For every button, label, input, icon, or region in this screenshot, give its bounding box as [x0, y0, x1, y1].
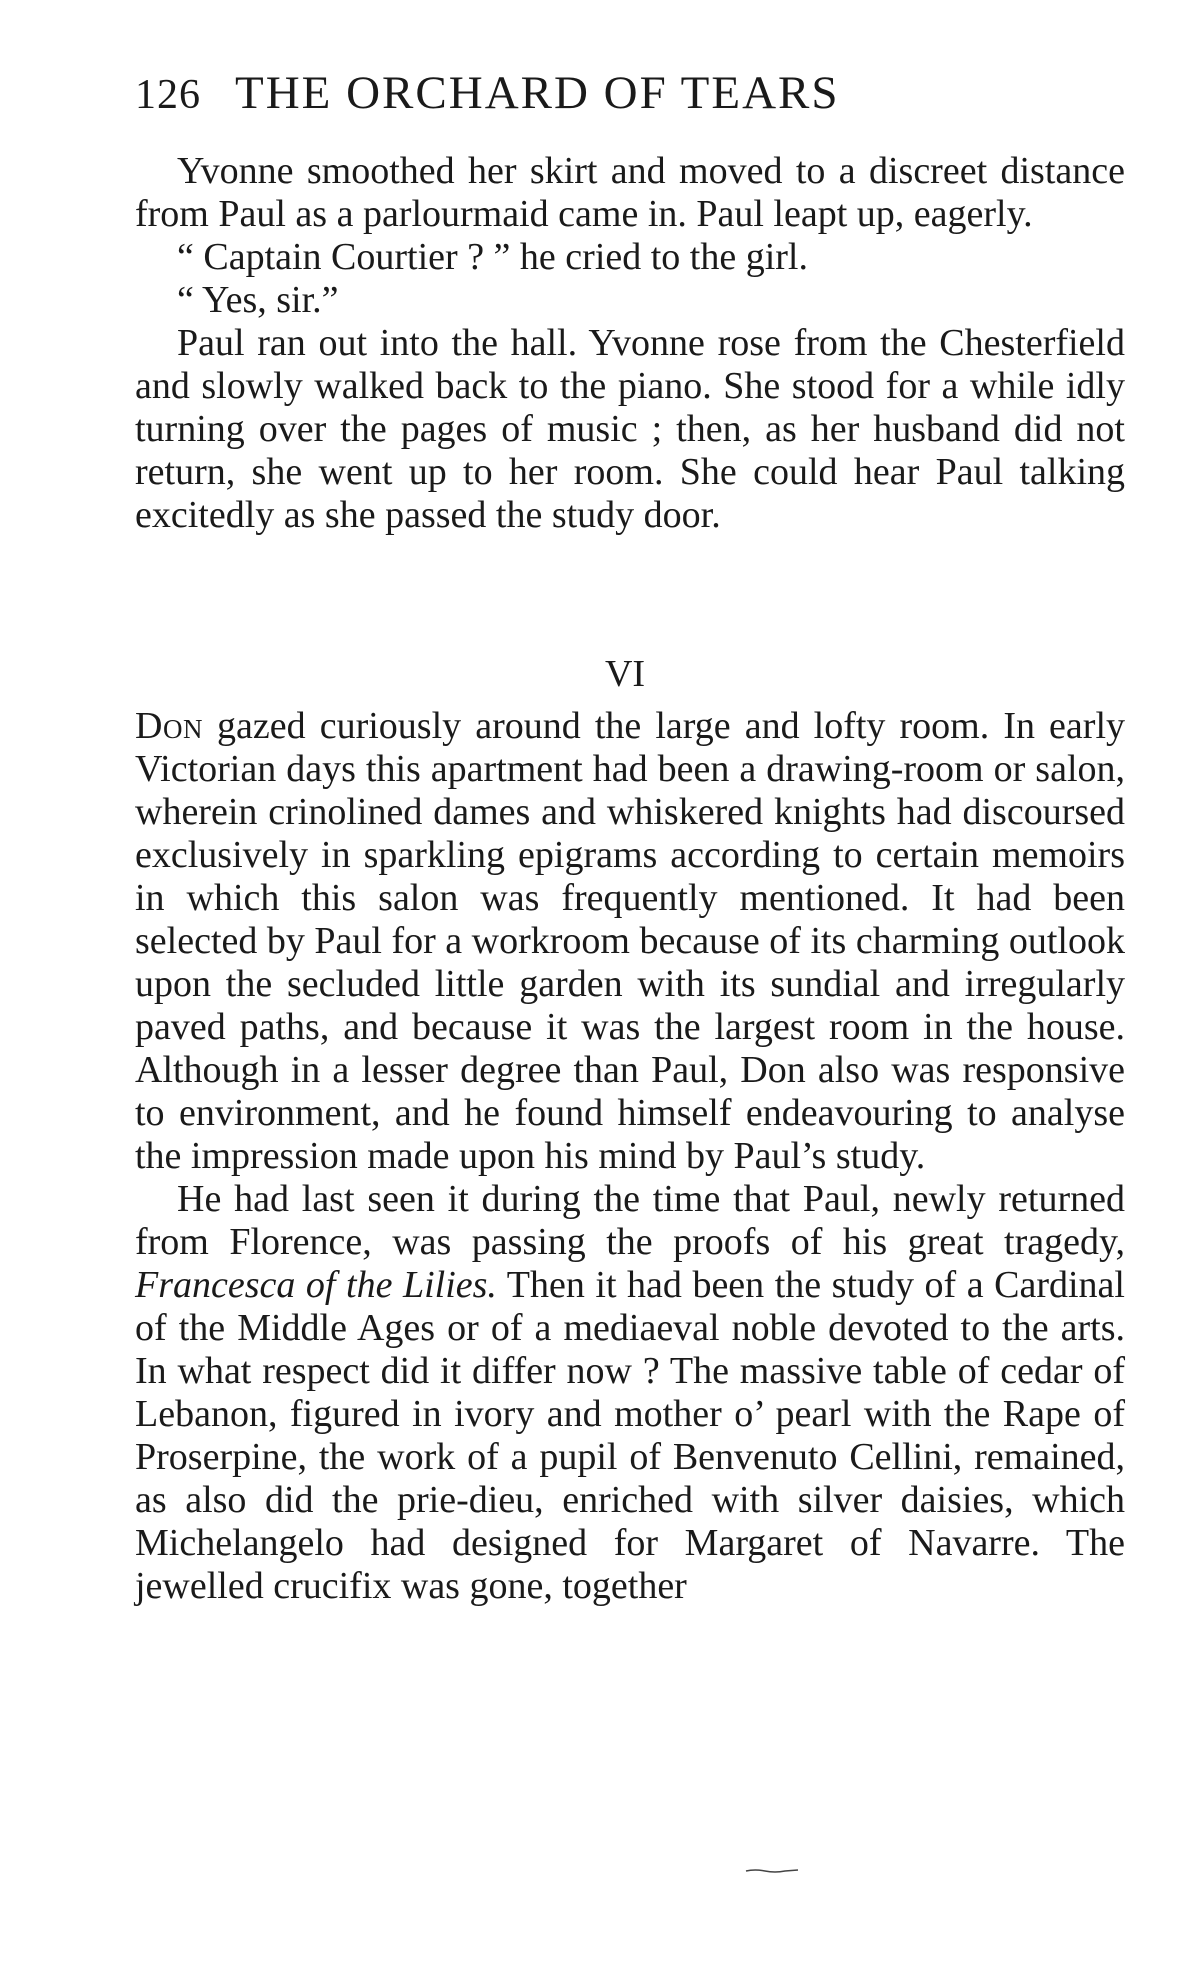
paragraph-text: gazed curiously around the large and lofty room. In early Victorian days this apartment had been a drawing-room or salon, wherein crinolined dames and whiskered knights had discoursed exclusively in sparkling epigrams according to certain memoirs in which this salon was frequently mentioned. It had been selected by Paul for a workroom because of its charming outlook upon the secluded little garden with its sundial and irregularly paved paths, and because it was the largest room in the house. Although in a lesser degree than Paul, Don also was responsive to environment, and he found himself endeavouring to analyse the impression made upon his mind by Paul’s study. — [135, 705, 1125, 1177]
running-title: THE ORCHARD OF TEARS — [235, 67, 840, 119]
paragraph: Paul ran out into the hall. Yvonne rose from the Chesterfield and slowly walked back to the piano. She stood for a while idly turning over the pages of music ; then, as her husband did not return, she went up to her room. She could hear Paul talking excitedly as she passed the study door. — [135, 322, 1125, 536]
paragraph: “ Captain Courtier ? ” he cried to the girl. — [177, 236, 808, 278]
text-block-lower — [135, 705, 1125, 1608]
running-header — [135, 66, 1075, 126]
paragraph: Yvonne smoothed her skirt and moved to a discreet distance from Paul as a parlourmaid came in. Paul leapt up, eagerly. — [135, 150, 1125, 235]
paragraph: “ Yes, sir.” — [177, 279, 339, 321]
paragraph-text: He had last seen it during the time that Paul, newly returned from Florence, was passing the proofs of his great tragedy, — [135, 1178, 1125, 1263]
paragraph — [135, 705, 1125, 1178]
paragraph — [135, 1178, 1125, 1608]
printer-mark — [745, 1868, 799, 1874]
section-heading: VI — [604, 653, 646, 695]
italic-title: Francesca of the Lilies. — [135, 1264, 497, 1306]
page-number: 126 — [135, 72, 201, 118]
paragraph-text: Then it had been the study of a Cardinal of the Middle Ages or of a mediaeval noble devoted to the arts. In what respect did it differ now ? The massive table of cedar of Lebanon, figured in ivory and mother o’ pearl with the Rape of Proserpine, the work of a pupil of Benvenuto Cellini, remained, as also did the prie-dieu, enriched with silver daisies, which Michelangelo had designed for Margaret of Navarre. The jewelled crucifix was gone, together — [135, 1264, 1125, 1607]
lead-word: Don — [135, 705, 203, 747]
text-block-upper — [135, 150, 1125, 537]
